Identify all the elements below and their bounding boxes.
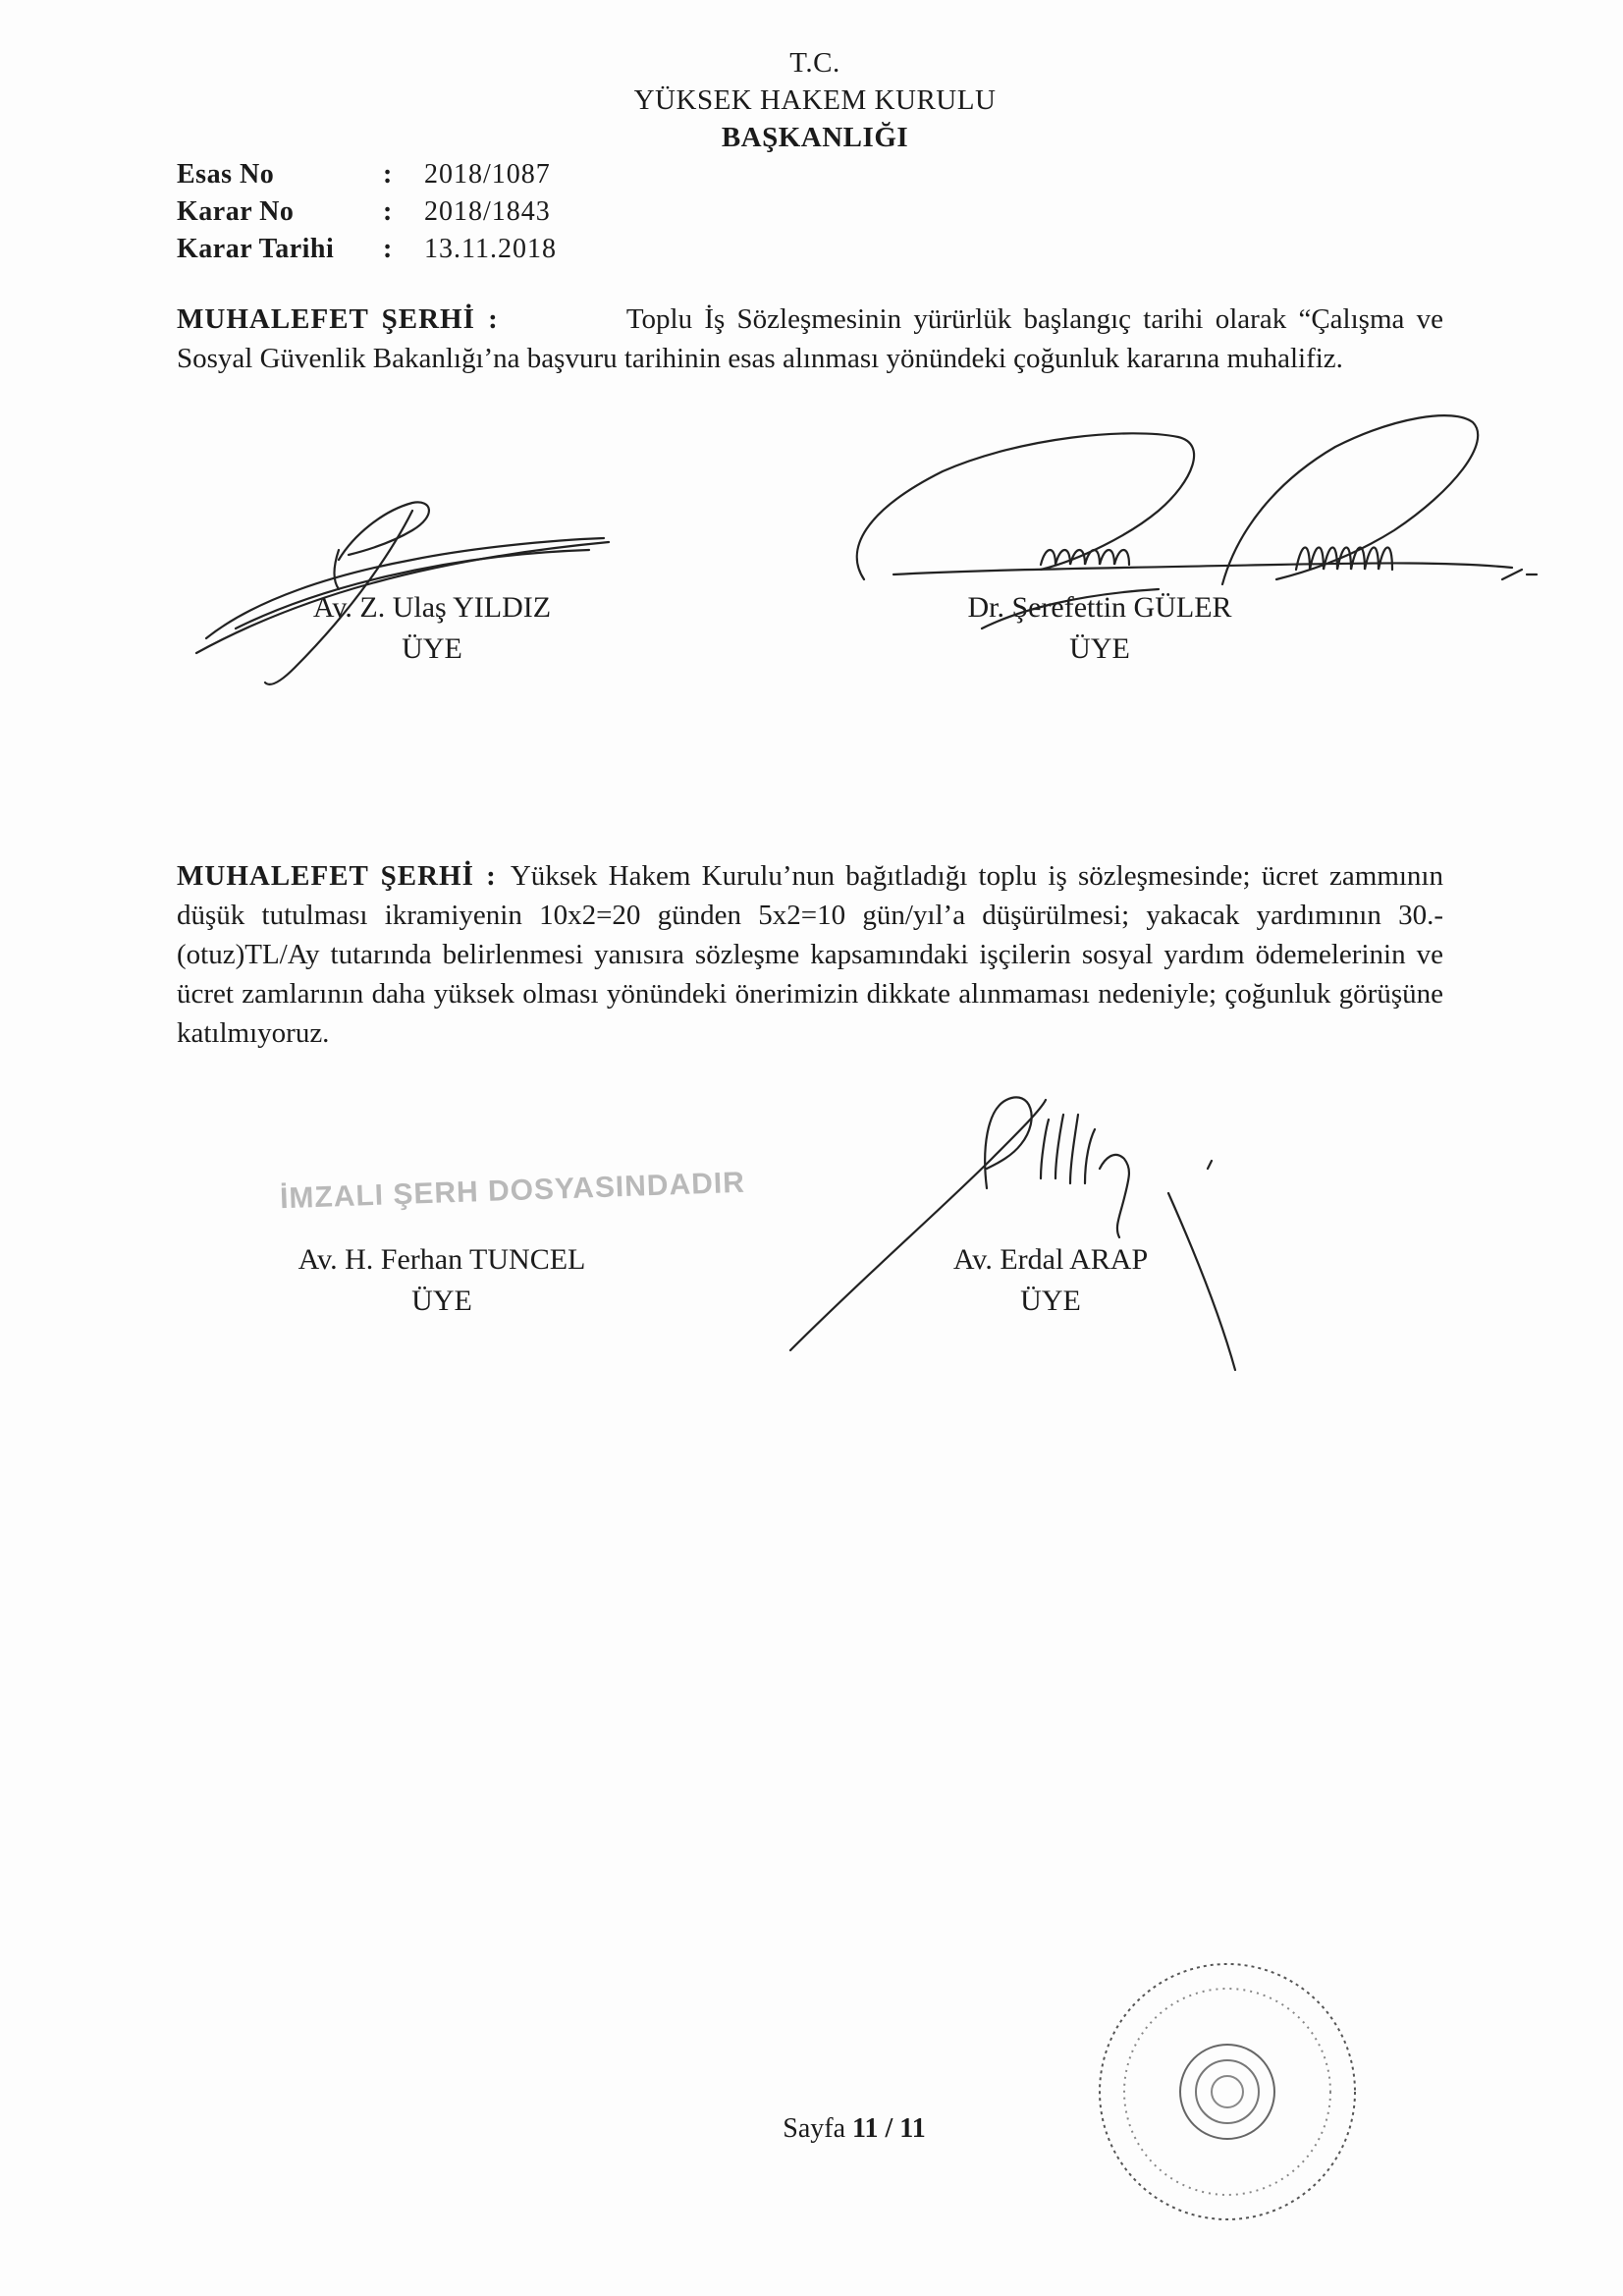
dissent-2-text: Yüksek Hakem Kurulu’nun bağıtladığı toplu iş sözleşmesinde; ücret zammının düşük tutulması ikramiyenin 10x2=20 günden 5x2=10 gün/yıl’a düşürülmesi; yakacak yardımının 30.-(otuz)TL/Ay tutarında belirlenmesi yanısıra sözleşme kapsamındaki işçilerin sosyal yardım ödemelerinin ve ücret zamlarının daha yüksek olması yönündeki önerimizin dikkate alınmaması nedeniyle; çoğunluk görüşüne katılmıyoruz. <box>177 860 1443 1049</box>
dissent-1-paragraph <box>177 300 1443 378</box>
signature-arap <box>790 1097 1235 1370</box>
page-footer <box>746 2113 962 2145</box>
karar-tarihi-value: 13.11.2018 <box>424 234 557 264</box>
esas-no-colon: : <box>383 159 393 190</box>
signer-tuncel-role: ÜYE <box>411 1285 472 1317</box>
signer-arap-name: Av. Erdal ARAP <box>952 1243 1149 1276</box>
signer-yildiz <box>245 587 619 670</box>
header-institution: YÜKSEK HAKEM KURULU <box>633 84 997 116</box>
karar-no-colon: : <box>383 196 393 227</box>
dissent-1-heading: MUHALEFET ŞERHİ : <box>177 303 499 335</box>
header-tc: T.C. <box>789 47 840 79</box>
signer-yildiz-role: ÜYE <box>402 632 462 665</box>
karar-no-row <box>177 196 589 234</box>
karar-no-label: Karar No <box>177 196 295 227</box>
karar-tarihi-colon: : <box>383 234 393 264</box>
karar-tarihi-row <box>177 234 589 271</box>
karar-no-value: 2018/1843 <box>424 196 551 227</box>
signed-dissent-stamp-text: İMZALI ŞERH DOSYASINDADIR <box>279 1166 746 1216</box>
dissent-2-heading: MUHALEFET ŞERHİ : <box>177 860 497 892</box>
signer-tuncel-name: Av. H. Ferhan TUNCEL <box>298 1243 586 1276</box>
signer-arap <box>864 1239 1237 1322</box>
header-office: BAŞKANLIĞI <box>721 122 909 153</box>
signer-guler-name: Dr. Şerefettin GÜLER <box>967 591 1232 624</box>
page-number: 11 / 11 <box>852 2113 926 2144</box>
seal-stamp <box>1100 1964 1355 2219</box>
signer-tuncel <box>255 1239 628 1322</box>
page-footer-label: Sayfa <box>783 2113 846 2144</box>
dissent-1-text: Toplu İş Sözleşmesinin yürürlük başlangıç tarihi olarak “Çalışma ve Sosyal Güvenlik Bakanlığı’na başvuru tarihinin esas alınması yönündeki çoğunluk kararına muhalifiz. <box>177 303 1444 374</box>
signer-guler <box>913 587 1286 670</box>
esas-no-label: Esas No <box>177 159 275 190</box>
karar-tarihi-label: Karar Tarihi <box>177 234 335 264</box>
signer-arap-role: ÜYE <box>1020 1285 1081 1317</box>
signer-yildiz-name: Av. Z. Ulaş YILDIZ <box>312 591 552 624</box>
esas-no-row <box>177 159 589 196</box>
dissent-2-paragraph <box>177 856 1443 1053</box>
signer-guler-role: ÜYE <box>1069 632 1130 665</box>
esas-no-value: 2018/1087 <box>424 159 551 190</box>
